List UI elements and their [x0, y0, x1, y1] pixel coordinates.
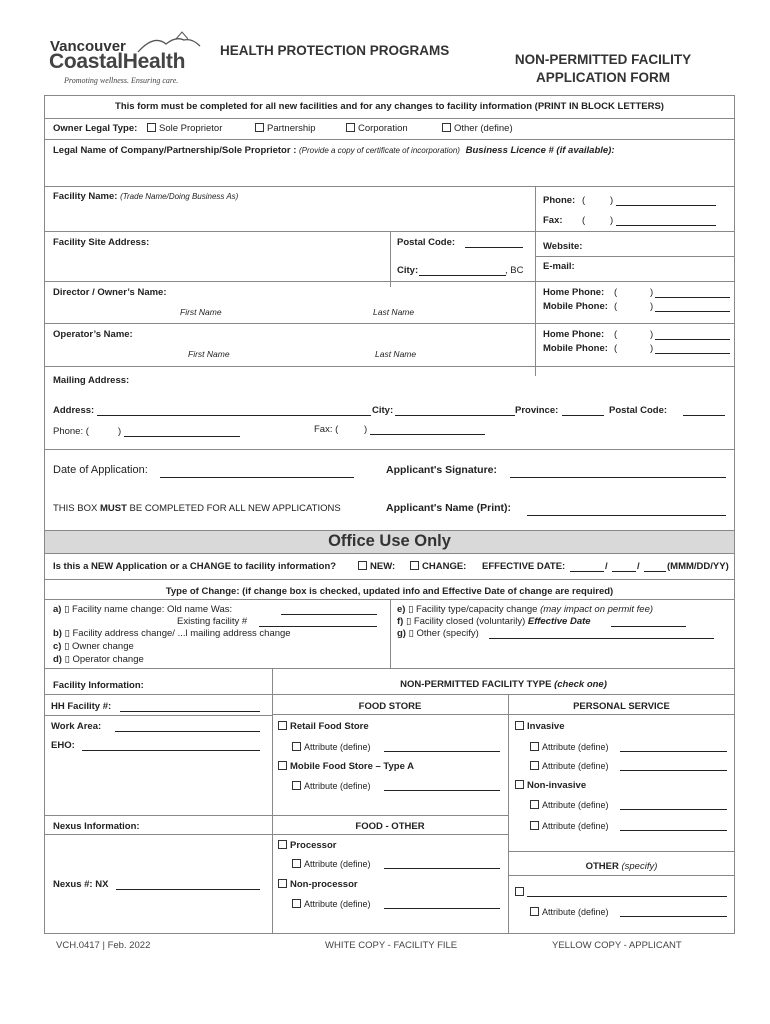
checkbox-icon[interactable] — [346, 123, 355, 132]
paren-open: ( — [582, 195, 586, 206]
date-separator: / — [605, 561, 608, 572]
eho-label: EHO: — [51, 740, 75, 751]
invasive-attribute-1-field[interactable] — [620, 751, 727, 752]
hh-facility-field[interactable] — [120, 711, 260, 712]
eho-field[interactable] — [82, 750, 260, 751]
mailing-postal-label: Postal Code: — [609, 405, 668, 416]
checkbox-icon[interactable] — [530, 821, 539, 830]
mailing-postal-field[interactable] — [683, 415, 725, 416]
paren-open: ( — [614, 329, 618, 340]
checkbox-icon[interactable] — [515, 887, 524, 896]
existing-facility-label: Existing facility # — [177, 616, 248, 627]
must-complete-note: THIS BOX MUST BE COMPLETED FOR ALL NEW APPLICATIONS — [53, 503, 341, 514]
postal-code-field[interactable] — [465, 247, 523, 248]
legal-name-row — [53, 145, 615, 156]
nexus-number-field[interactable] — [116, 889, 260, 890]
form-title-line2: APPLICATION FORM — [536, 70, 670, 85]
personal-service-heading: PERSONAL SERVICE — [573, 701, 670, 712]
processor-attribute-field[interactable] — [384, 868, 500, 869]
new-option[interactable]: NEW: — [358, 561, 395, 572]
operator-mobile-phone-field[interactable] — [655, 353, 730, 354]
other-change-field[interactable] — [489, 638, 714, 639]
invasive-attribute-1[interactable]: Attribute (define) — [530, 742, 609, 752]
owner-type-label: Owner Legal Type: — [53, 123, 138, 134]
checkbox-icon[interactable] — [147, 123, 156, 132]
facility-type-heading: NON-PERMITTED FACILITY TYPE (check one) — [400, 679, 607, 690]
change-g[interactable]: g) ▯ Other (specify) — [397, 628, 479, 639]
facility-fax-field[interactable] — [616, 225, 716, 226]
other-attribute-field[interactable] — [620, 916, 727, 917]
office-use-title: Office Use Only — [328, 532, 451, 550]
non-invasive-attribute-2[interactable]: Attribute (define) — [530, 821, 609, 831]
existing-facility-field[interactable] — [259, 626, 377, 627]
mailing-city-label: City: — [372, 405, 394, 416]
mailing-province-label: Province: — [515, 405, 559, 416]
facility-name-label: Facility Name: — [53, 191, 118, 202]
date-separator: / — [637, 561, 640, 572]
paren-close: ) — [650, 329, 654, 340]
applicant-name-label: Applicant's Name (Print): — [386, 502, 512, 514]
director-mobile-phone-label: Mobile Phone: — [543, 301, 608, 312]
form-title-line1: NON-PERMITTED FACILITY — [514, 52, 692, 67]
checkbox-icon[interactable] — [255, 123, 264, 132]
checkbox-icon[interactable] — [530, 761, 539, 770]
processor-attribute-option[interactable]: Attribute (define) — [292, 859, 371, 869]
owner-type-row — [53, 123, 137, 134]
checkbox-icon[interactable]: ▯ — [64, 654, 70, 665]
logo-line2: CoastalHealth — [49, 50, 186, 73]
owner-partnership-option[interactable]: Partnership — [255, 123, 316, 134]
facility-fax-label: Fax: — [543, 215, 563, 226]
checkbox-icon[interactable] — [530, 742, 539, 751]
operator-first-name: First Name — [188, 349, 230, 359]
paren-open: ( — [614, 287, 618, 298]
logo-tagline: Promoting wellness. Ensuring care. — [64, 76, 179, 85]
applicant-name-field[interactable] — [527, 515, 726, 516]
processor-option[interactable]: Processor — [278, 840, 336, 851]
facility-phone-field[interactable] — [616, 205, 716, 206]
effective-year-field[interactable] — [644, 571, 666, 572]
effective-date-label: EFFECTIVE DATE: — [482, 561, 566, 572]
checkbox-icon[interactable] — [442, 123, 451, 132]
other-heading: OTHER (specify) — [585, 861, 658, 872]
checkbox-icon[interactable]: ▯ — [64, 628, 70, 639]
owner-corporation-option[interactable]: Corporation — [346, 123, 408, 134]
retail-attribute-option[interactable]: Attribute (define) — [292, 742, 371, 752]
director-first-name: First Name — [180, 307, 222, 317]
mailing-phone-field[interactable] — [124, 436, 240, 437]
paren-close: ) — [610, 195, 614, 206]
change-option[interactable]: CHANGE: — [410, 561, 466, 572]
director-home-phone-field[interactable] — [655, 297, 730, 298]
form-title — [498, 51, 708, 87]
other-type-option[interactable] — [515, 887, 527, 898]
applicant-signature-label: Applicant's Signature: — [386, 464, 498, 476]
checkbox-icon[interactable]: ▯ — [408, 604, 414, 615]
business-licence-label: Business Licence # (if available): — [465, 145, 615, 156]
retail-attribute-field[interactable] — [384, 751, 500, 752]
checkbox-icon[interactable]: ▯ — [64, 604, 70, 615]
change-a[interactable]: a) ▯ Facility name change: Old name Was: — [53, 604, 233, 615]
director-label: Director / Owner’s Name: — [53, 287, 167, 298]
mailing-fax-close: ) — [364, 424, 368, 435]
checkbox-icon[interactable] — [292, 781, 301, 790]
paren-close: ) — [650, 287, 654, 298]
retail-food-store-option[interactable]: Retail Food Store — [278, 721, 369, 732]
checkbox-icon[interactable] — [515, 780, 524, 789]
other-attribute-option[interactable]: Attribute (define) — [530, 907, 609, 917]
mailing-address-field[interactable] — [97, 415, 371, 416]
city-field[interactable] — [419, 275, 506, 276]
non-invasive-option[interactable]: Non-invasive — [515, 780, 586, 791]
change-c[interactable]: c) ▯ Owner change — [53, 641, 134, 652]
effective-month-field[interactable] — [570, 571, 604, 572]
checkbox-icon[interactable] — [515, 721, 524, 730]
logo-line1: Vancouver — [50, 38, 126, 55]
change-b[interactable]: b) ▯ Facility address change/ ...l mailing address change — [53, 628, 291, 639]
non-invasive-attribute-1-field[interactable] — [620, 809, 727, 810]
paren-open: ( — [614, 301, 618, 312]
non-invasive-attribute-1[interactable]: Attribute (define) — [530, 800, 609, 810]
yellow-copy-note: YELLOW COPY - APPLICANT — [552, 940, 682, 951]
program-title: HEALTH PROTECTION PROGRAMS — [220, 43, 450, 58]
change-f[interactable]: f) ▯ Facility closed (voluntarily) Effective Date — [397, 616, 591, 627]
mailing-province-field[interactable] — [562, 415, 604, 416]
operator-label: Operator’s Name: — [53, 329, 133, 340]
non-processor-attribute-field[interactable] — [384, 908, 500, 909]
paren-close: ) — [650, 301, 654, 312]
effective-day-field[interactable] — [612, 571, 636, 572]
non-processor-option[interactable]: Non-processor — [278, 879, 358, 890]
facility-phone-label: Phone: — [543, 195, 576, 206]
operator-home-phone-field[interactable] — [655, 339, 730, 340]
checkbox-icon[interactable] — [278, 840, 287, 849]
owner-other-option[interactable]: Other (define) — [442, 123, 513, 134]
mobile-attribute-option[interactable]: Attribute (define) — [292, 781, 371, 791]
checkbox-icon[interactable] — [410, 561, 419, 570]
invasive-attribute-2[interactable]: Attribute (define) — [530, 761, 609, 771]
legal-name-note: (Provide a copy of certificate of incorporation) — [299, 146, 460, 155]
operator-home-phone-label: Home Phone: — [543, 329, 605, 340]
date-of-application-label: Date of Application: — [53, 464, 148, 476]
other-type-field[interactable] — [527, 896, 727, 897]
intro-text: This form must be completed for all new facilities and for any changes to facility information (PRINT IN BLOCK LETTERS) — [115, 101, 664, 112]
white-copy-note: WHITE COPY - FACILITY FILE — [325, 940, 458, 951]
director-home-phone-label: Home Phone: — [543, 287, 605, 298]
checkbox-icon[interactable]: ▯ — [64, 641, 70, 652]
type-of-change-heading: Type of Change: (if change box is checked, updated info and Effective Date of change are required) — [165, 586, 614, 597]
invasive-option[interactable]: Invasive — [515, 721, 565, 732]
owner-sole-option[interactable]: Sole Proprietor — [147, 123, 222, 134]
hh-facility-label: HH Facility #: — [51, 701, 112, 712]
mobile-food-store-option[interactable]: Mobile Food Store – Type A — [278, 761, 414, 772]
checkbox-icon[interactable] — [292, 899, 301, 908]
mailing-phone-label: Phone: ( — [53, 426, 89, 437]
facility-name-note: (Trade Name/Doing Business As) — [120, 192, 239, 201]
date-format-note: (MMM/DD/YY) — [667, 561, 729, 572]
mailing-fax-field[interactable] — [370, 434, 485, 435]
nexus-info-label: Nexus Information: — [53, 821, 140, 832]
director-mobile-phone-field[interactable] — [655, 311, 730, 312]
checkbox-icon[interactable] — [292, 859, 301, 868]
non-processor-attribute-option[interactable]: Attribute (define) — [292, 899, 371, 909]
change-d[interactable]: d) ▯ Operator change — [53, 654, 144, 665]
checkbox-icon[interactable] — [530, 800, 539, 809]
paren-open: ( — [614, 343, 618, 354]
city-label: City: — [397, 265, 419, 276]
paren-open: ( — [582, 215, 586, 226]
mailing-phone-close: ) — [118, 426, 122, 437]
checkbox-icon[interactable]: ▯ — [405, 616, 412, 627]
applicant-signature-field[interactable] — [510, 477, 726, 478]
nexus-number-label: Nexus #: NX — [53, 879, 109, 890]
paren-close: ) — [650, 343, 654, 354]
operator-mobile-phone-label: Mobile Phone: — [543, 343, 608, 354]
non-invasive-attribute-2-field[interactable] — [620, 830, 727, 831]
food-store-heading: FOOD STORE — [358, 701, 422, 712]
old-name-field[interactable] — [281, 614, 377, 615]
director-last-name: Last Name — [373, 307, 415, 317]
food-other-heading: FOOD - OTHER — [355, 821, 425, 832]
checkbox-icon[interactable] — [292, 742, 301, 751]
new-or-change-question: Is this a NEW Application or a CHANGE to facility information? — [53, 561, 337, 572]
email-label: E-mail: — [543, 261, 575, 272]
mobile-attribute-field[interactable] — [384, 790, 500, 791]
mailing-fax-label: Fax: ( — [314, 424, 339, 435]
facility-name-row — [53, 191, 238, 202]
invasive-attribute-2-field[interactable] — [620, 770, 727, 771]
operator-last-name: Last Name — [375, 349, 417, 359]
mailing-city-field[interactable] — [395, 415, 515, 416]
mailing-label: Mailing Address: — [53, 375, 130, 386]
change-e[interactable]: e) ▯ Facility type/capacity change (may impact on permit fee) — [397, 604, 654, 615]
checkbox-icon[interactable] — [278, 761, 287, 770]
facility-info-label: Facility Information: — [53, 680, 144, 691]
checkbox-icon[interactable] — [278, 879, 287, 888]
postal-code-label: Postal Code: — [397, 237, 456, 248]
paren-close: ) — [610, 215, 614, 226]
legal-name-label: Legal Name of Company/Partnership/Sole Proprietor : — [53, 145, 297, 156]
checkbox-icon[interactable] — [358, 561, 367, 570]
work-area-label: Work Area: — [51, 721, 102, 732]
checkbox-icon[interactable] — [278, 721, 287, 730]
date-of-application-field[interactable] — [160, 477, 354, 478]
closed-effective-date-field[interactable] — [611, 626, 686, 627]
province-bc: , BC — [505, 265, 524, 276]
site-address-label: Facility Site Address: — [53, 237, 150, 248]
vch-logo — [50, 30, 200, 88]
website-label: Website: — [543, 241, 583, 252]
checkbox-icon[interactable] — [530, 907, 539, 916]
form-code: VCH.0417 | Feb. 2022 — [56, 940, 151, 951]
work-area-field[interactable] — [115, 731, 260, 732]
checkbox-icon[interactable]: ▯ — [408, 628, 414, 639]
mailing-address-label: Address: — [53, 405, 95, 416]
